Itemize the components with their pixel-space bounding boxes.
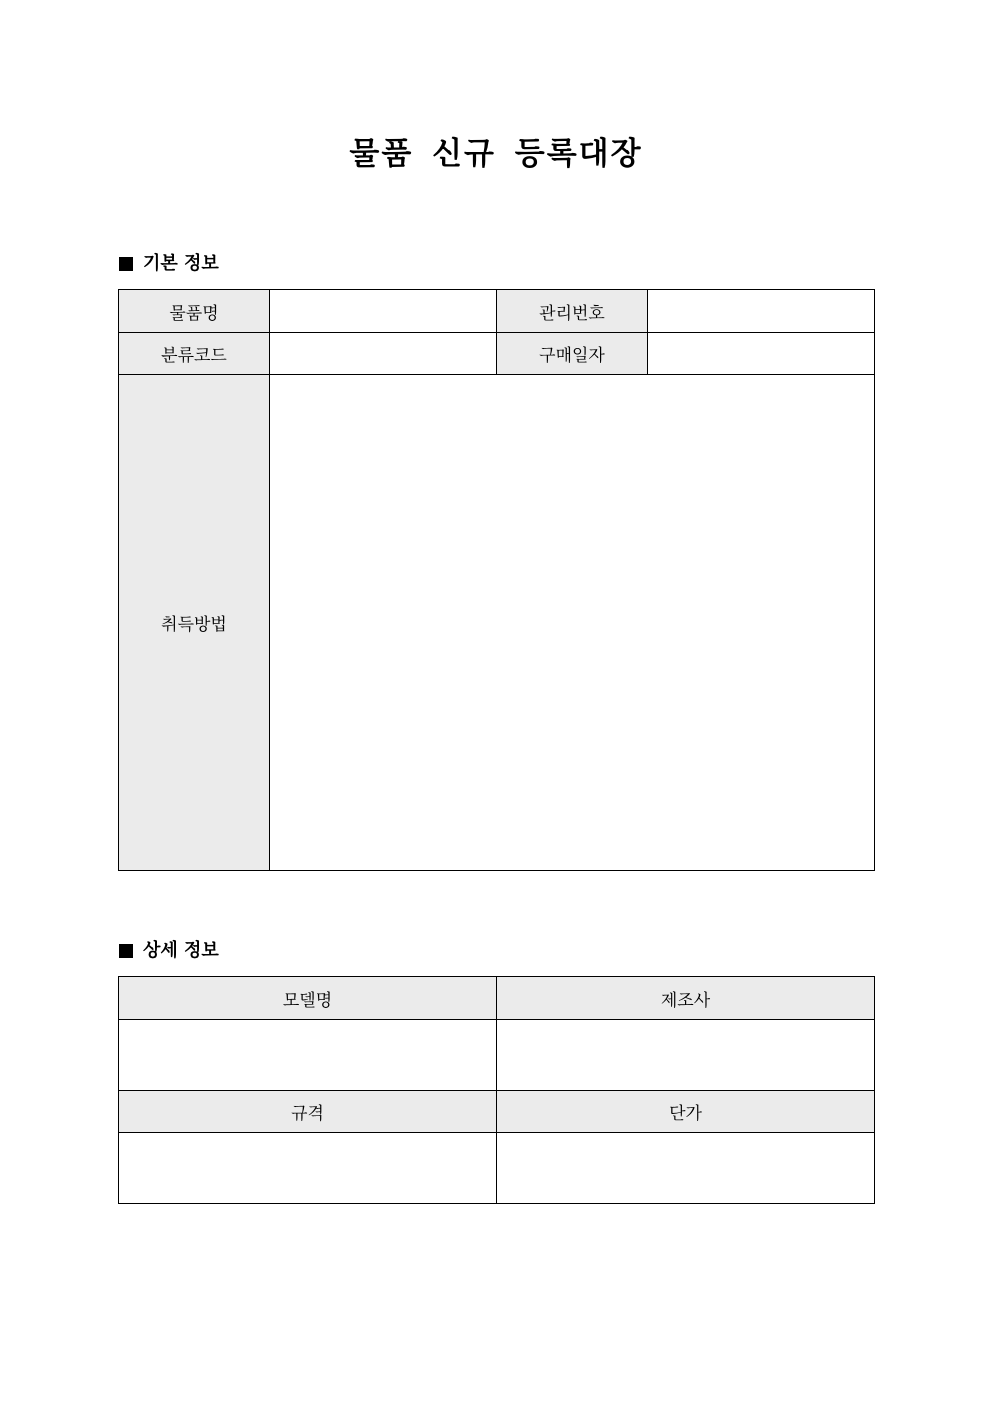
basic-info-heading [119, 252, 219, 276]
spec-label: 규격 [119, 1091, 497, 1133]
table-row [119, 1020, 875, 1091]
management-no-label: 관리번호 [497, 290, 648, 333]
table-row [119, 1133, 875, 1204]
item-name-field[interactable] [270, 290, 497, 333]
purchase-date-field[interactable] [648, 333, 875, 375]
table-row [119, 977, 875, 1020]
item-name-label: 물품명 [119, 290, 270, 333]
table-row [119, 1091, 875, 1133]
table-row [119, 375, 875, 871]
category-code-label: 분류코드 [119, 333, 270, 375]
detail-info-heading-text: 상세 정보 [143, 940, 219, 961]
basic-info-heading-text: 기본 정보 [143, 253, 219, 274]
table-row [119, 333, 875, 375]
unit-price-label: 단가 [497, 1091, 875, 1133]
manufacturer-label: 제조사 [497, 977, 875, 1020]
acquisition-method-field[interactable] [270, 375, 875, 871]
purchase-date-label: 구매일자 [497, 333, 648, 375]
category-code-field[interactable] [270, 333, 497, 375]
unit-price-field[interactable] [497, 1133, 875, 1204]
detail-info-heading [119, 939, 219, 963]
spec-field[interactable] [119, 1133, 497, 1204]
table-row [119, 290, 875, 333]
model-label: 모델명 [119, 977, 497, 1020]
detail-info-table [118, 976, 875, 1204]
square-bullet-icon [119, 257, 133, 271]
model-field[interactable] [119, 1020, 497, 1091]
acquisition-method-label: 취득방법 [119, 375, 270, 871]
square-bullet-icon [119, 944, 133, 958]
basic-info-table [118, 289, 875, 871]
management-no-field[interactable] [648, 290, 875, 333]
manufacturer-field[interactable] [497, 1020, 875, 1091]
document-title: 물품 신규 등록대장 [349, 136, 643, 172]
